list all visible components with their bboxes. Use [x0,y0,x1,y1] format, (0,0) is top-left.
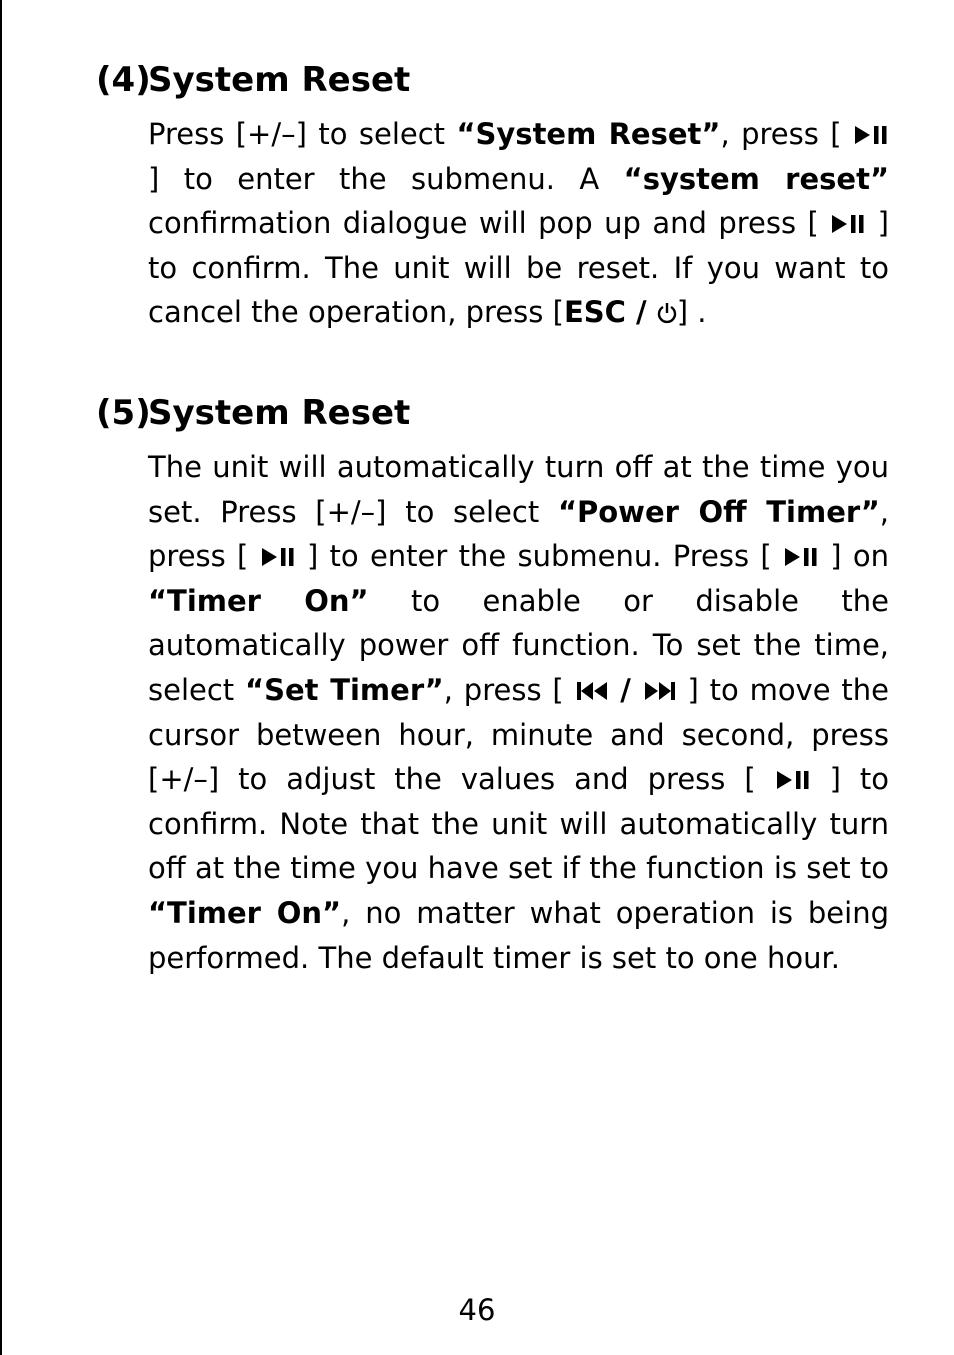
section-title: System Reset [148,60,411,100]
text-run: , press [ [148,494,889,574]
play-pause-icon [260,546,296,568]
play-pause-icon [853,124,889,146]
section-heading [96,60,896,100]
section-heading [96,393,896,433]
text-run: , no matter what operation is being performed. The default timer is set to one hour. [148,895,889,975]
play-pause-icon [783,546,819,568]
play-pause-icon [775,769,811,791]
text-run: ] on [818,539,889,574]
previous-track-icon [575,680,609,702]
text-run: / [608,672,643,707]
button-name: ESC / [563,295,657,330]
next-track-icon [643,680,677,702]
menu-item-name: “Timer On” [148,583,369,618]
text-run: ] . [676,295,707,330]
text-run: Press [+/–] to select [148,117,457,151]
play-pause-icon [830,213,866,235]
section-system-reset-5 [96,393,896,980]
text-run: ] to confirm. Note that the unit will automatically turn off at the time you have set if the function is set to [148,762,889,886]
section-number: (5) [96,393,151,433]
text-run: , press [ [443,672,575,707]
page-number: 46 [458,1293,496,1327]
power-icon [657,302,677,324]
section-number: (4) [96,60,151,100]
text-run: ] to confirm. The unit will be reset. If you want to cancel the operation, press [ [148,206,889,330]
text-run: , press [ [720,117,853,151]
menu-item-name: “System Reset” [456,117,721,151]
page-left-border [0,0,2,1355]
menu-item-name: “system reset” [623,161,890,196]
section-title: System Reset [148,393,411,433]
menu-item-name: “Power Off Timer” [557,494,880,529]
text-run: confirmation dialogue will pop up and press [ [148,206,831,241]
section-system-reset-4 [96,60,896,335]
text-run: ] to enter the submenu. Press [ [295,539,783,574]
text-run: The unit will automatically turn off at the time you set. Press [+/–] to select [148,450,889,529]
section-paragraph [148,112,889,335]
text-run: to enable or disable the automatically power off function. To set the time, select [148,583,889,707]
text-run: ] to move the cursor between hour, minute and second, press [+/–] to adjust the values and press [ [148,672,889,797]
text-run: ] to enter the submenu. A [148,161,624,196]
menu-item-name: “Set Timer” [245,672,444,707]
section-paragraph [148,445,889,980]
menu-item-name: “Timer On” [148,895,342,930]
